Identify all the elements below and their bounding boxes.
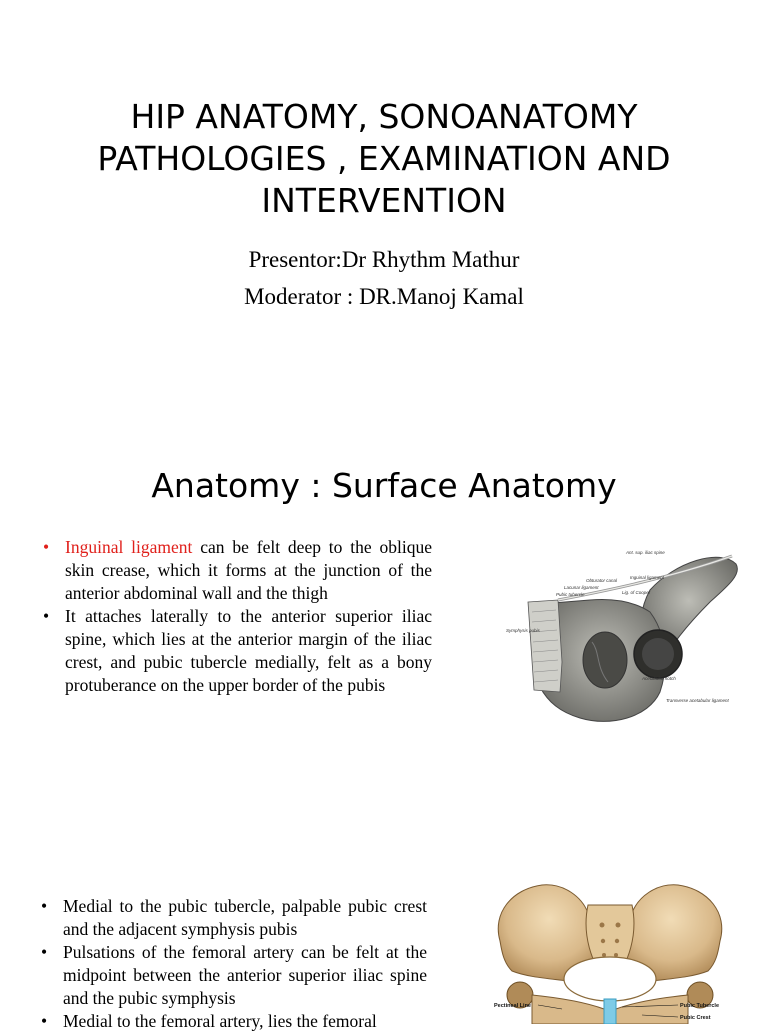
title-line-2: PATHOLOGIES , EXAMINATION AND bbox=[97, 139, 671, 178]
hip-bone-illustration bbox=[500, 542, 740, 732]
presentation-title bbox=[40, 96, 728, 222]
label-lacunar-ligament: Lacunar ligament bbox=[564, 585, 599, 590]
bullet-icon: • bbox=[41, 1011, 48, 1031]
list-item bbox=[39, 941, 427, 1010]
label-symphysis-pubis: Symphysis pubis bbox=[506, 628, 540, 633]
list-item bbox=[39, 1010, 427, 1033]
list-item bbox=[41, 536, 432, 605]
list-item bbox=[41, 605, 432, 697]
bullet-icon: • bbox=[43, 606, 50, 626]
bullet-icon: • bbox=[41, 942, 48, 962]
hip-bone-image bbox=[500, 542, 740, 732]
bullet-icon: • bbox=[41, 896, 48, 916]
bullet-text: Medial to the pubic tubercle, palpable pubic crest and the adjacent symphysis pubis bbox=[63, 896, 427, 939]
highlight-term: Inguinal ligament bbox=[65, 537, 193, 557]
bullet-text: It attaches laterally to the anterior superior iliac spine, which lies at the anterior margin of the iliac crest, and pubic tubercle medially, felt as a bony protuberance on the upper border of the pubis bbox=[65, 606, 432, 695]
label-pectineal-line: Pectineal Line bbox=[494, 1003, 531, 1009]
moderator-text: Moderator : DR.Manoj Kamal bbox=[244, 284, 524, 309]
bullet-list bbox=[41, 536, 432, 697]
pelvis-image bbox=[492, 883, 728, 1024]
title-line-3: INTERVENTION bbox=[261, 181, 507, 220]
list-item bbox=[39, 895, 427, 941]
label-obturator-canal: Obturator canal bbox=[586, 578, 618, 583]
bullet-text: Pulsations of the femoral artery can be felt at the midpoint between the anterior superior iliac spine and the pubic symphysis bbox=[63, 942, 427, 1008]
bullet-text: can be felt deep to the oblique skin crease, which it forms at the junction of the anterior abdominal wall and the thigh bbox=[65, 537, 432, 603]
bullet-list bbox=[39, 895, 427, 1033]
label-inguinal-ligament: Inguinal ligament bbox=[630, 575, 665, 580]
pelvis-illustration bbox=[492, 883, 728, 1024]
title-line-1: HIP ANATOMY, SONOANATOMY bbox=[130, 97, 638, 136]
surface-anatomy-continued-slide bbox=[0, 845, 768, 1031]
bullet-text: Medial to the femoral artery, lies the femoral bbox=[63, 1011, 377, 1031]
label-ant-sup-iliac-spine: Ant. sup. iliac spine bbox=[626, 550, 665, 555]
presentor-text: Presentor:Dr Rhythm Mathur bbox=[248, 247, 520, 272]
label-pubic-crest: Pubic Crest bbox=[680, 1015, 711, 1021]
bullet-icon: • bbox=[43, 537, 50, 557]
label-transverse-acetabular-ligament: Transverse acetabular ligament bbox=[666, 698, 729, 703]
title-slide bbox=[0, 0, 768, 430]
label-pubic-tubercle: Pubic tubercle bbox=[556, 592, 585, 597]
slide-title: Anatomy : Surface Anatomy bbox=[151, 466, 617, 505]
label-pubic-tubercle: Pubic Tubercle bbox=[680, 1003, 720, 1009]
surface-anatomy-slide bbox=[0, 430, 768, 845]
label-lig-of-cooper: Lig. of Cooper bbox=[622, 590, 651, 595]
label-acetabular-notch: Acetabular notch bbox=[642, 676, 676, 681]
